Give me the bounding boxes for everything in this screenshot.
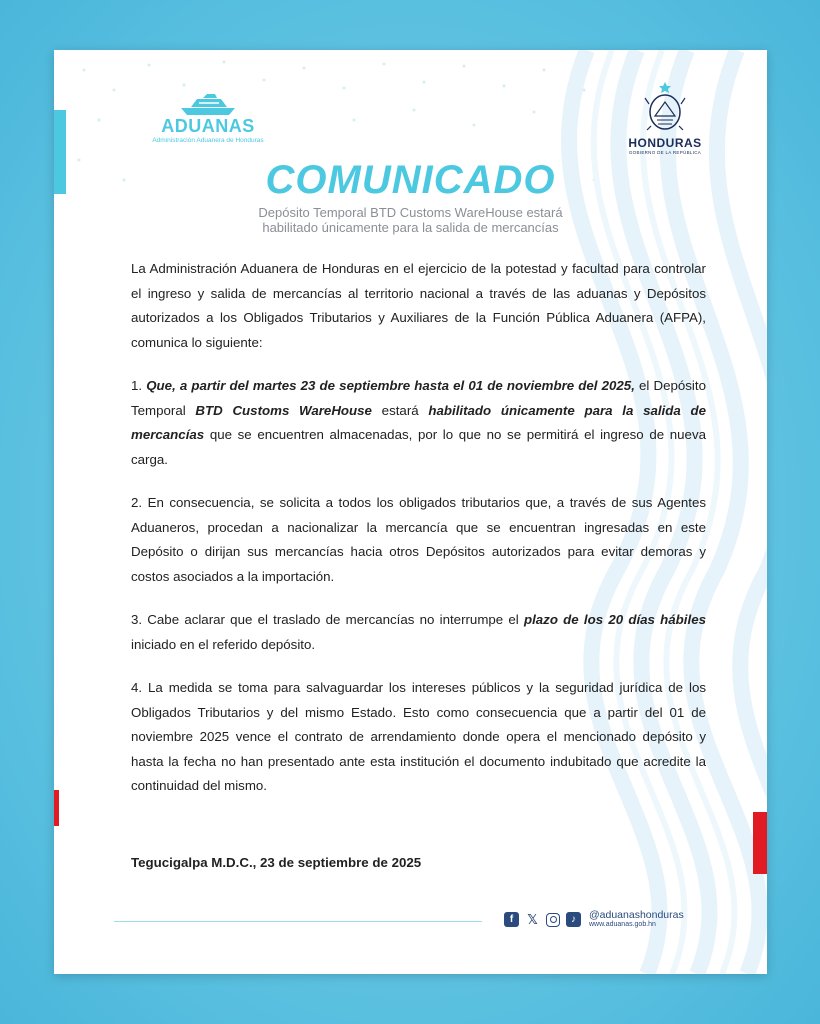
- point-1-paragraph: [131, 374, 706, 472]
- website-link[interactable]: www.aduanas.gob.hn: [589, 921, 656, 928]
- point-1-exit-only: habilitado únicamente para la salida de mercancías: [131, 402, 706, 442]
- aduanas-logo: [138, 94, 278, 144]
- honduras-logo: [617, 82, 713, 155]
- point-3-text-b: iniciado en el referido depósito.: [131, 636, 316, 652]
- point-2-paragraph: 2. En consecuencia, se solicita a todos los obligados tributarios que, a través de sus Agentes Aduaneros, procedan a nacionalizar la mercancía que se encuentran ingresadas en este Depósito o dirijan sus mercancías hacia otros Depósitos autorizados para evitar demoras y costos asociados a la importación.: [131, 495, 706, 584]
- point-1-warehouse: BTD Customs WareHouse: [195, 402, 372, 418]
- page-subtitle: [54, 205, 767, 235]
- red-accent-left: [54, 790, 59, 826]
- point-1-number: 1.: [131, 378, 147, 393]
- point-1-text-b: estará: [371, 402, 429, 418]
- aduanas-logo-name: ADUANAS: [161, 116, 255, 136]
- ship-icon: [177, 94, 239, 116]
- social-bar: [504, 910, 684, 929]
- subtitle-line-1: Depósito Temporal BTD Customs WareHouse estará: [258, 205, 563, 220]
- point-1-text-a: el Depósito Temporal: [131, 378, 706, 418]
- instagram-icon[interactable]: [546, 913, 560, 927]
- tiktok-icon[interactable]: ♪: [566, 912, 581, 927]
- aduanas-logo-subtitle: Administración Aduanera de Honduras: [152, 137, 264, 144]
- point-3-paragraph: [131, 608, 706, 657]
- point-1-text-c: que se encuentren almacenadas, por lo que no se permitirá el ingreso de nueva carga.: [131, 427, 706, 467]
- honduras-logo-subtitle: GOBIERNO DE LA REPÚBLICA: [628, 150, 702, 155]
- coat-of-arms-icon: [643, 82, 687, 134]
- honduras-logo-name: HONDURAS: [628, 136, 702, 150]
- point-3-term: plazo de los 20 días hábiles: [523, 612, 706, 627]
- document-sheet: [54, 50, 767, 974]
- facebook-icon[interactable]: f: [504, 912, 519, 927]
- footer-divider: [114, 921, 482, 922]
- point-4-paragraph: 4. La medida se toma para salvaguardar los intereses públicos y la seguridad jurídica de los Obligados Tributarios y del mismo Estado. Esto como consecuencia que a partir del 01 de noviembre 2025 vence el contrato de arrendamiento donde opera el mencionado depósito y hasta la fecha no han presentado ante esta institución el documento indubitado que acredite la continuidad del mismo.: [131, 680, 706, 793]
- red-accent-right: [753, 812, 767, 874]
- subtitle-line-2: habilitado únicamente para la salida de mercancías: [262, 220, 559, 235]
- point-3-text-a: 3. Cabe aclarar que el traslado de mercancías no interrumpe el: [131, 612, 524, 627]
- social-handle[interactable]: @aduanashonduras: [589, 909, 684, 921]
- communique-body: [131, 257, 706, 818]
- contact-info: [589, 910, 684, 929]
- point-1-dates: Que, a partir del martes 23 de septiembre hasta el 01 de noviembre del 2025,: [146, 378, 635, 393]
- intro-paragraph: La Administración Aduanera de Honduras en el ejercicio de la potestad y facultad para controlar el ingreso y salida de mercancías al territorio nacional a través de las aduanas y Depósitos autorizados a los Obligados Tributarios y Auxiliares de la Función Pública Aduanera (AFPA), comunica lo siguiente:: [131, 261, 706, 350]
- page-title: COMUNICADO: [265, 158, 556, 202]
- date-line: Tegucigalpa M.D.C., 23 de septiembre de 2025: [131, 855, 422, 870]
- x-icon[interactable]: 𝕏: [527, 911, 538, 927]
